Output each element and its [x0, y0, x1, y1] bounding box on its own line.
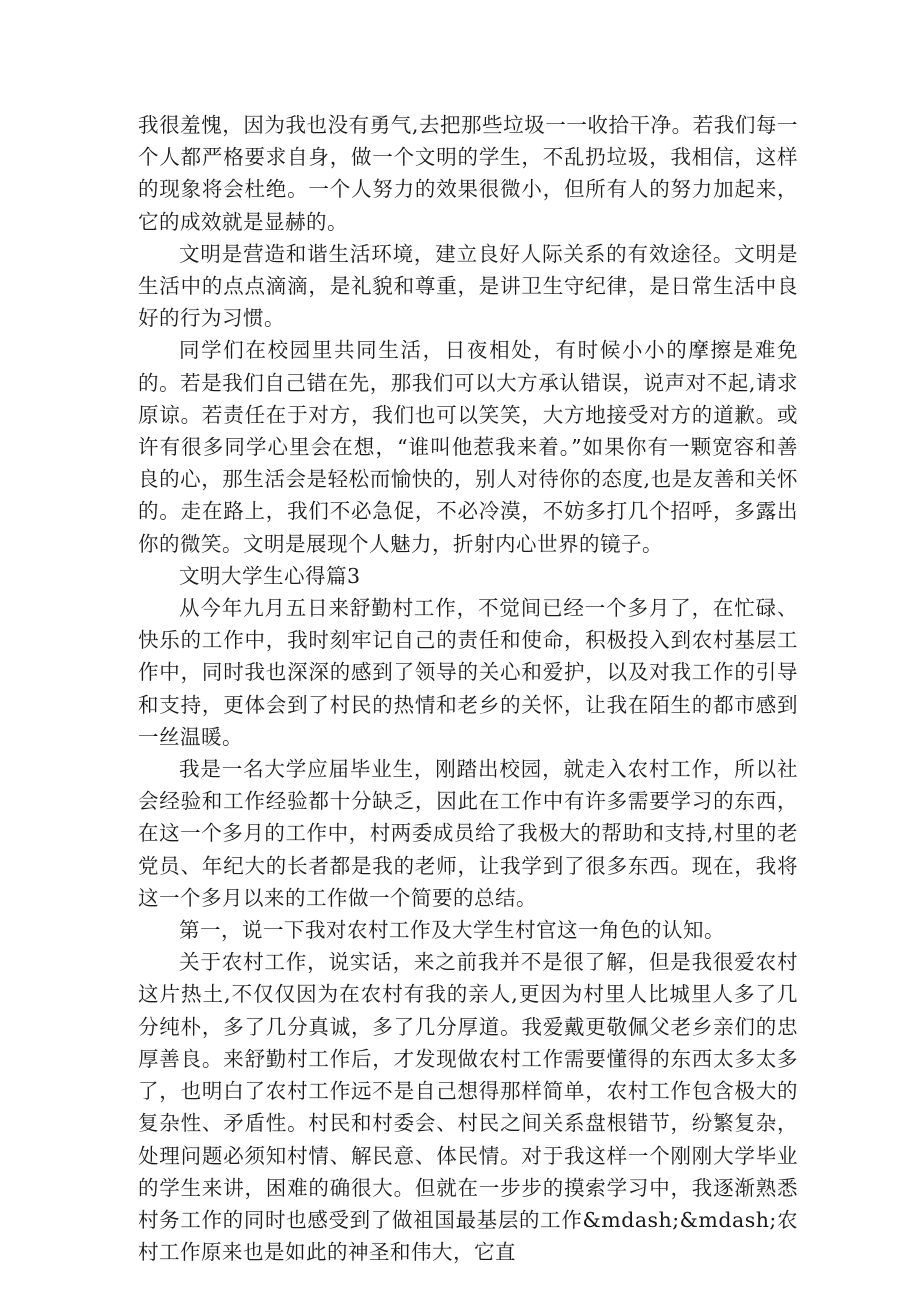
paragraph-1: 我很羞愧，因为我也没有勇气,去把那些垃圾一一收拾干净。若我们每一个人都严格要求自身，做一个文明的学生，不乱扔垃圾，我相信，这样的现象将会杜绝。一个人努力的效果很微小，但所有人的努力加起来，它的成效就是显赫的。 [138, 113, 798, 234]
section-heading: 文明大学生心得篇3 [179, 563, 361, 588]
document-body [138, 109, 798, 1268]
paragraph-6: 第一，说一下我对农村工作及大学生村官这一角色的认知。 [179, 918, 725, 943]
paragraph-2: 文明是营造和谐生活环境，建立良好人际关系的有效途径。文明是生活中的点点滴滴，是礼貌和尊重，是讲卫生守纪律，是日常生活中良好的行为习惯。 [138, 241, 798, 331]
paragraph-3: 同学们在校园里共同生活，日夜相处，有时候小小的摩擦是难免的。若是我们自己错在先，那我们可以大方承认错误，说声对不起,请求原谅。若责任在于对方，我们也可以笑笑，大方地接受对方的道歉。或许有很多同学心里会在想，“谁叫他惹我来着。”如果你有一颗宽容和善良的心，那生活会是轻松而愉快的，别人对待你的态度,也是友善和关怀的。走在路上，我们不必急促，不必冷漠，不妨多打几个招呼，多露出你的微笑。文明是展现个人魅力，折射内心世界的镜子。 [138, 338, 798, 556]
paragraph-5: 我是一名大学应届毕业生，刚踏出校园，就走入农村工作，所以社会经验和工作经验都十分缺乏，因此在工作中有许多需要学习的东西，在这一个多月的工作中，村两委成员给了我极大的帮助和支持,村里的老党员、年纪大的长者都是我的老师，让我学到了很多东西。现在，我将这一个多月以来的工作做一个简要的总结。 [138, 757, 798, 910]
paragraph-7: 关于农村工作，说实话，来之前我并不是很了解，但是我很爱农村这片热土,不仅仅因为在农村有我的亲人,更因为村里人比城里人多了几分纯朴，多了几分真诚，多了几分厚道。我爱戴更敬佩父老乡亲们的忠厚善良。来舒勤村工作后，才发现做农村工作需要懂得的东西太多太多了，也明白了农村工作远不是自己想得那样简单，农村工作包含极大的复杂性、矛盾性。村民和村委会、村民之间关系盘根错节，纷繁复杂，处理问题必须知村情、解民意、体民情。对于我这样一个刚刚大学毕业的学生来讲，困难的确很大。但就在一步步的摸索学习中，我逐渐熟悉村务工作的同时也感受到了做祖国最基层的工作&mdash;&mdash;农村工作原来也是如此的神圣和伟大，它直 [138, 950, 798, 1265]
paragraph-4: 从今年九月五日来舒勤村工作，不觉间已经一个多月了，在忙碌、快乐的工作中，我时刻牢记自己的责任和使命，积极投入到农村基层工作中，同时我也深深的感到了领导的关心和爱护，以及对我工作的引导和支持，更体会到了村民的热情和老乡的关怀，让我在陌生的都市感到一丝温暖。 [138, 596, 798, 749]
